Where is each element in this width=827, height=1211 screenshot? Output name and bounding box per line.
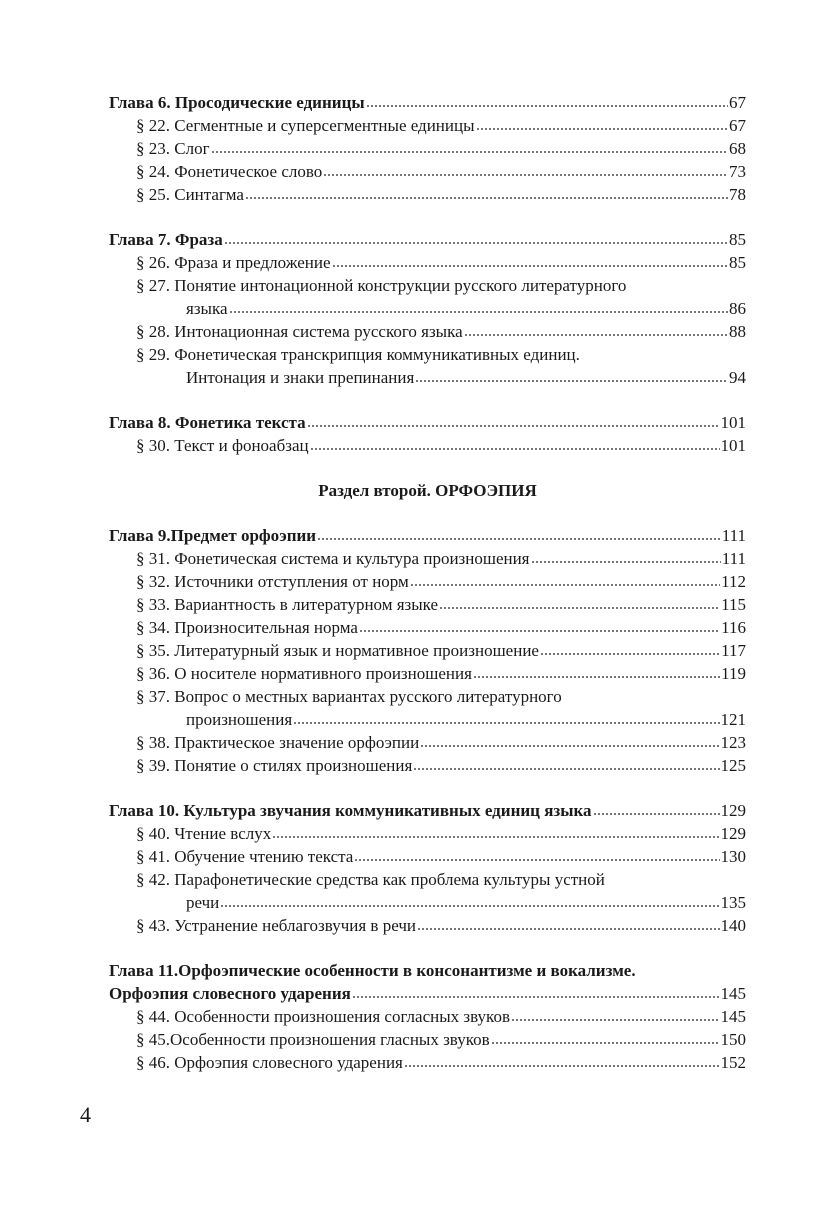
toc-section-29-line1[interactable]: § 29. Фонетическая транскрипция коммуникативных единиц.	[136, 345, 580, 364]
dot-leader	[323, 173, 728, 177]
toc-section-36[interactable]	[109, 662, 746, 685]
page-ref: 121	[720, 710, 746, 729]
section-title: § 36. О носителе нормативного произношения	[136, 664, 472, 683]
section-title-cont: языка	[186, 299, 228, 318]
toc-section-42-line1[interactable]: § 42. Парафонетические средства как проблема культуры устной	[136, 870, 605, 889]
section-title: § 35. Литературный язык и нормативное произношение	[136, 641, 539, 660]
chapter-title: Глава 8. Фонетика текста	[109, 413, 306, 432]
toc-section-28[interactable]	[109, 320, 746, 343]
section-title: § 28. Интонационная система русского языка	[136, 322, 463, 341]
toc-section-33[interactable]	[109, 593, 746, 616]
toc-section-29[interactable]	[109, 366, 746, 389]
dot-leader	[245, 196, 728, 200]
page-ref: 117	[721, 641, 746, 660]
dot-leader	[511, 1018, 720, 1022]
toc-section-32[interactable]	[109, 570, 746, 593]
toc-chapter-6[interactable]	[109, 91, 746, 114]
section-title: § 22. Сегментные и суперсегментные единицы	[136, 116, 475, 135]
page-ref: 123	[720, 733, 746, 752]
chapter-title: Глава 7. Фраза	[109, 230, 223, 249]
section-title: § 32. Источники отступления от норм	[136, 572, 409, 591]
toc-section-34[interactable]	[109, 616, 746, 639]
dot-leader	[540, 652, 720, 656]
dot-leader	[417, 927, 720, 931]
spacer	[109, 457, 746, 479]
section-title: § 38. Практическое значение орфоэпии	[136, 733, 420, 752]
dot-leader	[473, 675, 720, 679]
page-ref: 116	[721, 618, 746, 637]
page-ref: 111	[721, 526, 746, 545]
page-ref: 119	[721, 664, 746, 683]
toc-section-22[interactable]	[109, 114, 746, 137]
chapter-title-cont: Орфоэпия словесного ударения	[109, 984, 351, 1003]
toc-chapter-11-line1[interactable]: Глава 11.Орфоэпические особенности в консонантизме и вокализме.	[109, 961, 636, 980]
section-title: § 46. Орфоэпия словесного ударения	[136, 1053, 403, 1072]
dot-leader	[410, 583, 720, 587]
page-ref: 145	[720, 984, 746, 1003]
dot-leader	[293, 721, 719, 725]
table-of-contents	[109, 91, 746, 1074]
dot-leader	[211, 150, 728, 154]
page-ref: 111	[721, 549, 746, 568]
dot-leader	[272, 835, 719, 839]
toc-chapter-11[interactable]	[109, 982, 746, 1005]
toc-section-37-line1[interactable]: § 37. Вопрос о местных вариантах русского литературного	[136, 687, 562, 706]
dot-leader	[531, 560, 721, 564]
chapter-title: Глава 6. Просодические единицы	[109, 93, 365, 112]
dot-leader	[491, 1041, 720, 1045]
page-ref: 85	[729, 253, 746, 272]
toc-section-44[interactable]	[109, 1005, 746, 1028]
page-ref: 101	[720, 413, 746, 432]
dot-leader	[220, 904, 719, 908]
page-ref: 94	[729, 368, 746, 387]
page-ref: 67	[729, 93, 746, 112]
page-ref: 129	[720, 801, 746, 820]
toc-chapter-9[interactable]	[109, 524, 746, 547]
toc-section-41[interactable]	[109, 845, 746, 868]
toc-section-27[interactable]	[109, 297, 746, 320]
section-title: § 25. Синтагма	[136, 185, 244, 204]
dot-leader	[439, 606, 720, 610]
dot-leader	[352, 995, 720, 999]
dot-leader	[476, 127, 728, 131]
section-title: § 43. Устранение неблагозвучия в речи	[136, 916, 416, 935]
section-title-cont: Интонация и знаки препинания	[186, 368, 415, 387]
toc-chapter-7[interactable]	[109, 228, 746, 251]
toc-section-46[interactable]	[109, 1051, 746, 1074]
dot-leader	[366, 104, 728, 108]
dot-leader	[464, 333, 728, 337]
toc-section-37[interactable]	[109, 708, 746, 731]
dot-leader	[413, 767, 719, 771]
dot-leader	[420, 744, 719, 748]
section-title-cont: произношения	[186, 710, 293, 729]
dot-leader	[310, 447, 720, 451]
page-ref: 88	[729, 322, 746, 341]
toc-section-24[interactable]	[109, 160, 746, 183]
dot-leader	[224, 241, 728, 245]
toc-section-38[interactable]	[109, 731, 746, 754]
chapter-title: Глава 10. Культура звучания коммуникативных единиц языка	[109, 801, 592, 820]
toc-section-27-line1[interactable]: § 27. Понятие интонационной конструкции русского литературного	[136, 276, 627, 295]
dot-leader	[332, 264, 728, 268]
section-title: § 30. Текст и фоноабзац	[136, 436, 309, 455]
page-ref: 150	[720, 1030, 746, 1049]
dot-leader	[404, 1064, 720, 1068]
section-title: § 34. Произносительная норма	[136, 618, 358, 637]
toc-section-23[interactable]	[109, 137, 746, 160]
section-title: § 41. Обучение чтению текста	[136, 847, 354, 866]
toc-section-42[interactable]	[109, 891, 746, 914]
spacer	[109, 937, 746, 959]
dot-leader	[593, 812, 720, 816]
toc-section-45[interactable]	[109, 1028, 746, 1051]
section-title: § 24. Фонетическое слово	[136, 162, 323, 181]
spacer	[109, 206, 746, 228]
spacer	[109, 389, 746, 411]
toc-section-35[interactable]	[109, 639, 746, 662]
toc-section-39[interactable]	[109, 754, 746, 777]
page-ref: 152	[720, 1053, 746, 1072]
section-title: § 31. Фонетическая система и культура произношения	[136, 549, 530, 568]
section-title: § 45.Особенности произношения гласных звуков	[136, 1030, 490, 1049]
page-ref: 86	[729, 299, 746, 318]
chapter-title: Глава 9.Предмет орфоэпии	[109, 526, 317, 545]
section-title: § 23. Слог	[136, 139, 210, 158]
dot-leader	[359, 629, 720, 633]
dot-leader	[354, 858, 719, 862]
toc-section-26[interactable]	[109, 251, 746, 274]
page-ref: 112	[721, 572, 746, 591]
section-title: § 44. Особенности произношения согласных звуков	[136, 1007, 510, 1026]
page-ref: 145	[720, 1007, 746, 1026]
page-number: 4	[80, 1102, 91, 1127]
page-ref: 78	[729, 185, 746, 204]
section-title: § 40. Чтение вслух	[136, 824, 272, 843]
dot-leader	[415, 379, 728, 383]
page-ref: 129	[720, 824, 746, 843]
part-heading: Раздел второй. ОРФОЭПИЯ	[318, 481, 537, 500]
dot-leader	[307, 424, 720, 428]
toc-section-25[interactable]	[109, 183, 746, 206]
toc-chapter-8[interactable]	[109, 411, 746, 434]
toc-section-31[interactable]	[109, 547, 746, 570]
page-ref: 130	[720, 847, 746, 866]
toc-chapter-10[interactable]	[109, 799, 746, 822]
toc-section-30[interactable]	[109, 434, 746, 457]
section-title-cont: речи	[186, 893, 220, 912]
page-ref: 115	[721, 595, 746, 614]
dot-leader	[317, 537, 721, 541]
page-ref: 140	[720, 916, 746, 935]
toc-section-40[interactable]	[109, 822, 746, 845]
page-ref: 135	[720, 893, 746, 912]
page-ref: 68	[729, 139, 746, 158]
page-ref: 125	[720, 756, 746, 775]
dot-leader	[229, 310, 728, 314]
page-ref: 85	[729, 230, 746, 249]
spacer	[109, 777, 746, 799]
page-ref: 67	[729, 116, 746, 135]
section-title: § 39. Понятие о стилях произношения	[136, 756, 413, 775]
section-title: § 33. Вариантность в литературном языке	[136, 595, 439, 614]
toc-section-43[interactable]	[109, 914, 746, 937]
page-ref: 73	[729, 162, 746, 181]
page-ref: 101	[720, 436, 746, 455]
section-title: § 26. Фраза и предложение	[136, 253, 331, 272]
